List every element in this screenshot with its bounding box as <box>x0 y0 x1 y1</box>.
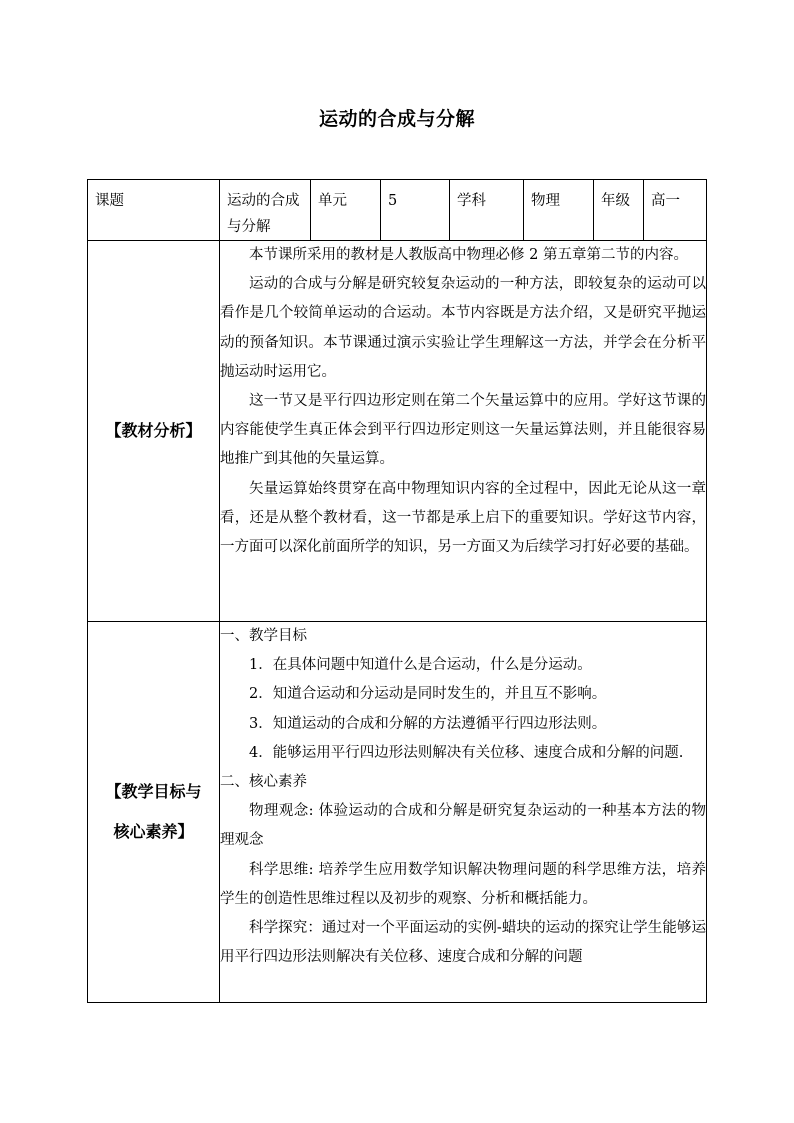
grade-value-cell <box>644 180 707 241</box>
unit-label: 单元 <box>318 193 347 209</box>
topic-value-line2: 与分解 <box>227 219 271 235</box>
analysis-paragraph: 矢量运算始终贯穿在高中物理知识内容的全过程中，因此无论从这一章看，还是从整个教材看，这一节都是承上启下的重要知识。学好这节内容，一方面可以深化前面所学的知识，另一方面又为后续学习打好必要的基础。 <box>220 480 706 556</box>
objective-item: 1．在具体问题中知道什么是合运动，什么是分运动。 <box>249 657 592 674</box>
core-literacy-item: 物理观念: 体验运动的合成和分解是研究复杂运动的一种基本方法的物理观念 <box>220 803 706 849</box>
objectives-heading: 一、教学目标 <box>220 628 307 644</box>
grade-value: 高一 <box>651 193 680 209</box>
core-literacy-heading: 二、核心素养 <box>220 774 307 791</box>
core-literacy-item: 科学探究：通过对一个平面运动的实例-蜡块的运动的探究让学生能够运用平行四边形法则解决有关位移、速度合成和分解的问题 <box>220 920 706 966</box>
core-literacy-item: 科学思维: 培养学生应用数学知识解决物理问题的科学思维方法，培养学生的创造性思维过程以及初步的观察、分析和概括能力。 <box>220 861 706 907</box>
topic-value <box>220 180 310 240</box>
unit-value: 5 <box>388 193 398 209</box>
subject-value-cell <box>524 180 594 241</box>
unit-value-cell <box>381 180 450 241</box>
subject-label-cell <box>450 180 524 241</box>
grade-label-cell <box>594 180 644 241</box>
subject-value: 物理 <box>531 193 560 209</box>
objective-item: 4．能够运用平行四边形法则解决有关位移、速度合成和分解的问题. <box>249 744 684 761</box>
objective-item: 2．知道合运动和分运动是同时发生的，并且互不影响。 <box>249 686 607 703</box>
lesson-plan-table <box>87 179 707 1003</box>
topic-label-cell <box>88 180 220 241</box>
objective-item: 3．知道运动的合成和分解的方法遵循平行四边形法则。 <box>249 715 607 732</box>
grade-label: 年级 <box>601 193 630 209</box>
objectives-label-line2: 核心素养】 <box>113 822 194 841</box>
analysis-paragraph: 这一节又是平行四边形定则在第二个矢量运算中的应用。学好这节课的内容能使学生真正体会到平行四边形定则这一矢量运算法则，并且能很容易地推广到其他的矢量运算。 <box>220 393 706 468</box>
objectives-label <box>88 622 220 1003</box>
subject-label: 学科 <box>457 193 486 209</box>
topic-value-line1: 运动的合成 <box>227 193 300 209</box>
unit-label-cell <box>311 180 381 241</box>
page-title: 运动的合成与分解 <box>318 108 475 130</box>
textbook-analysis-label: 【教材分析】 <box>88 241 220 622</box>
objectives-content <box>220 622 707 1003</box>
header-row <box>88 180 707 241</box>
topic-value-cell <box>220 180 311 241</box>
analysis-paragraph: 运动的合成与分解是研究较复杂运动的一种方法，即较复杂的运动可以看作是几个较简单运动的合运动。本节内容既是方法介绍，又是研究平抛运动的预备知识。本节课通过演示实验让学生理解这一方法，并学会在分析平抛运动时运用它。 <box>220 276 706 380</box>
textbook-analysis-content <box>220 241 707 622</box>
textbook-analysis-row <box>88 241 707 622</box>
analysis-paragraph: 本节课所采用的教材是人教版高中物理必修 2 第五章第二节的内容。 <box>249 247 688 263</box>
objectives-label-line1: 【教学目标与 <box>105 782 202 801</box>
topic-label: 课题 <box>95 193 124 209</box>
objectives-row <box>88 622 707 1003</box>
